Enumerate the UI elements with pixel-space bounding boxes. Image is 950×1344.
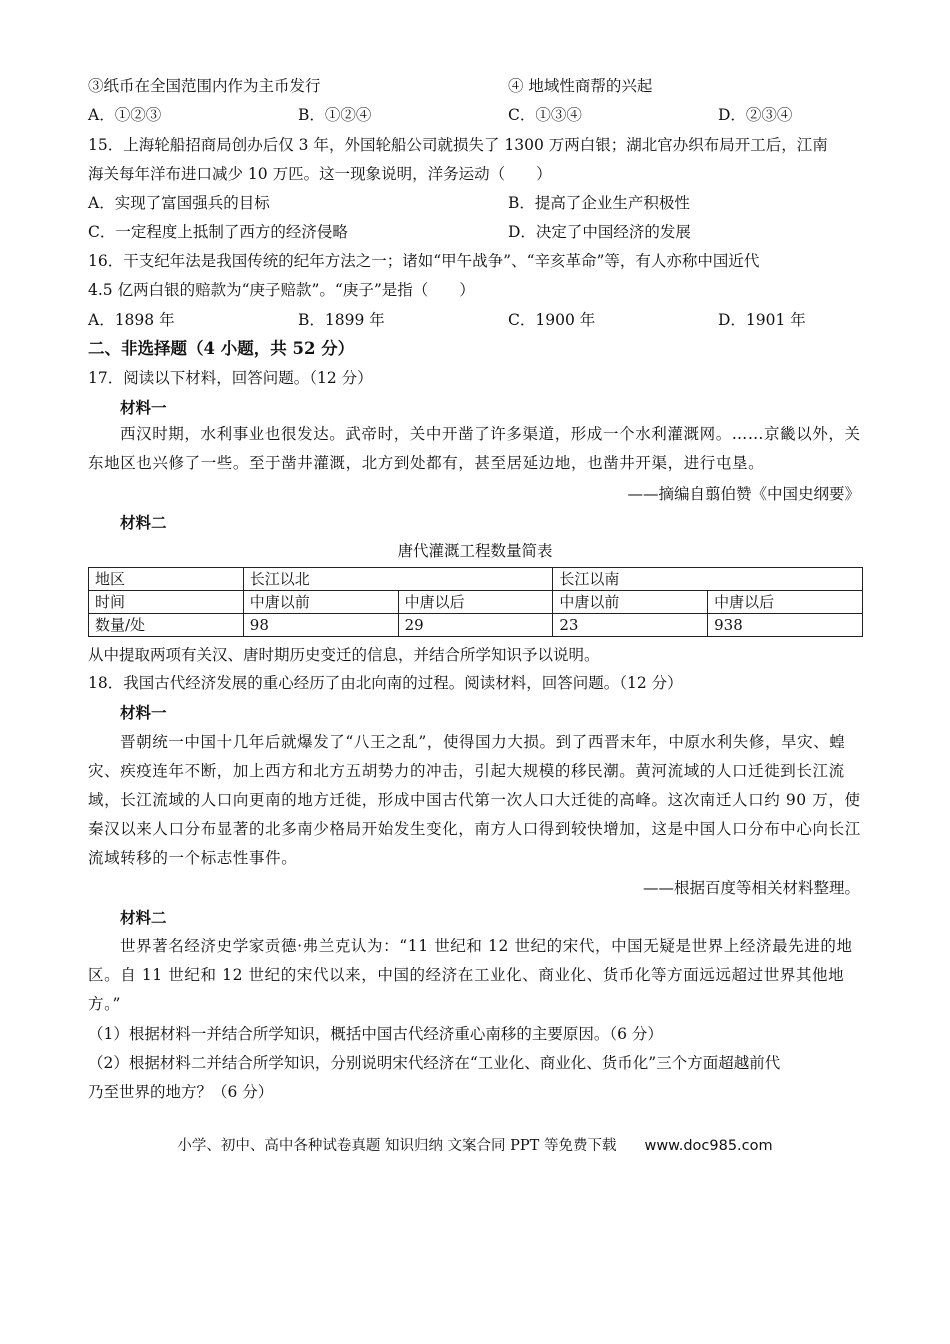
table-row xyxy=(89,614,863,637)
table-cell: 中唐以后 xyxy=(708,591,863,614)
q14-option-a: A．①②③ xyxy=(88,106,162,124)
table-cell: 时间 xyxy=(89,591,244,614)
table-cell: 数量/处 xyxy=(89,614,244,637)
q16-option-c: C．1900 年 xyxy=(508,311,596,329)
table-cell: 98 xyxy=(243,614,398,637)
q18-stem: 18．我国古代经济发展的重心经历了由北向南的过程。阅读材料，回答问题。（12 分） xyxy=(88,674,683,692)
q14-option-d: D．②③④ xyxy=(718,106,793,124)
q15-option-c: C．一定程度上抵制了西方的经济侵略 xyxy=(88,223,348,241)
table-cell: 中唐以前 xyxy=(243,591,398,614)
q17-material-1-source: ——摘编自翦伯赞《中国史纲要》 xyxy=(627,485,860,503)
q14-option-c: C．①③④ xyxy=(508,106,582,124)
q16-option-b: B．1899 年 xyxy=(298,311,385,329)
table-cell: 23 xyxy=(553,614,708,637)
footer-text: 小学、初中、高中各种试卷真题 知识归纳 文案合同 PPT 等免费下载 xyxy=(177,1138,617,1154)
q17-question: 从中提取两项有关汉、唐时期历史变迁的信息，并结合所学知识予以说明。 xyxy=(88,646,600,664)
table-caption: 唐代灌溉工程数量简表 xyxy=(397,542,553,560)
q18-material-2-title: 材料二 xyxy=(120,908,167,927)
table-row xyxy=(89,591,863,614)
table-cell: 29 xyxy=(398,614,553,637)
irrigation-table xyxy=(88,567,863,637)
q16-option-a: A．1898 年 xyxy=(88,311,175,329)
q18-material-1-source: ——根据百度等相关材料整理。 xyxy=(642,879,860,897)
q18-subquestion-2-line1: （2）根据材料二并结合所学知识，分别说明宋代经济在“工业化、商业化、货币化”三个方面超越前代 xyxy=(88,1054,781,1072)
q17-material-2-title: 材料二 xyxy=(120,513,167,532)
q18-material-2-text xyxy=(88,932,868,1019)
q17-material-1-title: 材料一 xyxy=(120,398,167,417)
q17-material-1-paragraph: 西汉时期，水利事业也很发达。武帝时，关中开凿了许多渠道，形成一个水利灌溉网。……京畿以外，关东地区也兴修了一些。至于凿井灌溉，北方到处都有，甚至居延边地，也凿井开渠，进行屯垦。 xyxy=(88,425,861,472)
section-2-title: 二、非选择题（4 小题，共 52 分） xyxy=(88,339,355,358)
q14-option-b: B．①②④ xyxy=(298,106,372,124)
q17-material-1-text xyxy=(88,420,868,478)
q18-subquestion-1: （1）根据材料一并结合所学知识，概括中国古代经济重心南移的主要原因。（6 分） xyxy=(88,1025,663,1043)
q15-option-a: A．实现了富国强兵的目标 xyxy=(88,194,270,212)
q18-material-2-paragraph: 世界著名经济史学家贡德·弗兰克认为：“11 世纪和 12 世纪的宋代，中国无疑是世界上经济最先进的地区。自 11 世纪和 12 世纪的宋代以来，中国的经济在工业化、商业化、货币化等方面远远超过世界其他地方。” xyxy=(88,937,853,1013)
q16-stem-line2: 4.5 亿两白银的赔款为“庚子赔款”。“庚子”是指（ ） xyxy=(88,281,475,299)
page-footer xyxy=(0,1136,950,1156)
q16-stem-line1: 16．干支纪年法是我国传统的纪年方法之一；诸如“甲午战争”、“辛亥革命”等，有人亦称中国近代 xyxy=(88,252,760,270)
table-cell: 地区 xyxy=(89,568,244,591)
q17-stem: 17．阅读以下材料，回答问题。（12 分） xyxy=(88,369,373,387)
footer-site-link[interactable]: www.doc985.com xyxy=(644,1138,773,1154)
q15-stem-line1: 15．上海轮船招商局创办后仅 3 年，外国轮船公司就损失了 1300 万两白银；湖北官办织布局开工后，江南 xyxy=(88,136,828,154)
table-cell: 938 xyxy=(708,614,863,637)
q18-material-1-text xyxy=(88,728,868,873)
q15-stem-line2: 海关每年洋布进口减少 10 万匹。这一现象说明，洋务运动（ ） xyxy=(88,165,552,183)
q15-option-b: B．提高了企业生产积极性 xyxy=(508,194,690,212)
q14-item-4: ④ 地域性商帮的兴起 xyxy=(508,77,653,95)
q14-item-3: ③纸币在全国范围内作为主币发行 xyxy=(88,77,321,95)
q18-material-1-title: 材料一 xyxy=(120,703,167,722)
q15-option-d: D．决定了中国经济的发展 xyxy=(508,223,691,241)
table-cell: 中唐以后 xyxy=(398,591,553,614)
q18-material-1-paragraph: 晋朝统一中国十几年后就爆发了“八王之乱”，使得国力大损。到了西晋末年，中原水利失修，旱灾、蝗灾、疾疫连年不断，加上西方和北方五胡势力的冲击，引起大规模的移民潮。黄河流域的人口迁徙到长江流域，长江流域的人口向更南的地方迁徙，形成中国古代第一次人口大迁徙的高峰。这次南迁人口约 90 万，使秦汉以来人口分布显著的北多南少格局开始发生变化，南方人口得到较快增加，这是中国人口分布中心向长江流域转移的一个标志性事件。 xyxy=(88,733,861,867)
table-cell: 长江以北 xyxy=(243,568,553,591)
table-row xyxy=(89,568,863,591)
table-cell: 中唐以前 xyxy=(553,591,708,614)
table-cell: 长江以南 xyxy=(553,568,863,591)
q16-option-d: D．1901 年 xyxy=(718,311,806,329)
q18-subquestion-2-line2: 乃至世界的地方？（6 分） xyxy=(88,1083,274,1101)
